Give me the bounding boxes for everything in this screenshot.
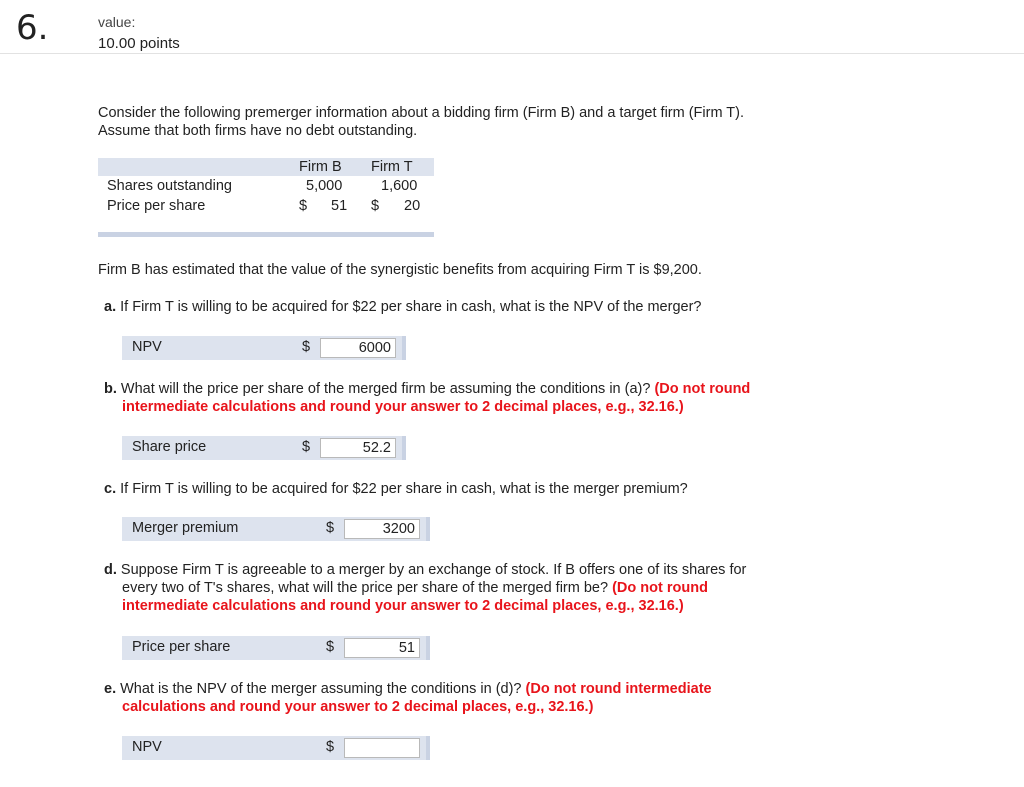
question-d-line-2 [104, 579, 864, 597]
answer-label-e: NPV [132, 739, 162, 755]
currency-d: $ [326, 639, 335, 655]
col-header-firm-b: Firm B [299, 159, 342, 175]
table-body [98, 176, 434, 220]
question-b-note-1: (Do not round [654, 381, 751, 397]
answer-row-a-endcap [402, 336, 406, 360]
intro-text [98, 104, 898, 140]
col-header-firm-t: Firm T [371, 159, 413, 175]
answer-label-c: Merger premium [132, 520, 239, 536]
answer-label-b: Share price [132, 439, 207, 455]
cell-firm-t-price-prefix: $ [371, 198, 380, 214]
question-e-text: What is the NPV of the merger assuming the conditions in (d)? [120, 681, 522, 697]
cell-firm-b-shares: 5,000 [306, 178, 343, 194]
cell-firm-b-price-prefix: $ [299, 198, 308, 214]
answer-row-d-endcap [426, 636, 430, 660]
question-a-letter: a. [104, 299, 117, 315]
row-label-price: Price per share [107, 198, 206, 214]
question-c [104, 480, 864, 498]
price-per-share-input-d[interactable] [344, 638, 420, 658]
answer-row-d [122, 636, 430, 660]
table-header-band [98, 158, 434, 176]
answer-row-a [122, 336, 406, 360]
header-divider [0, 53, 1024, 54]
answer-row-e-endcap [426, 736, 430, 760]
question-number: 6. [16, 8, 49, 48]
npv-input-a[interactable] [320, 338, 396, 358]
cell-firm-t-price: 20 [404, 198, 421, 214]
table-bottom-bar [98, 232, 434, 237]
question-a-text: If Firm T is willing to be acquired for $22 per share in cash, what is the NPV of the merger? [120, 299, 702, 315]
question-d-text-1: Suppose Firm T is agreeable to a merger by an exchange of stock. If B offers one of its shares for [120, 562, 747, 578]
cell-firm-t-shares: 1,600 [381, 178, 418, 194]
row-label-shares: Shares outstanding [107, 178, 232, 194]
question-e-note-2: calculations and round your answer to 2 decimal places, e.g., 32.16.) [122, 699, 594, 715]
share-price-input-b[interactable] [320, 438, 396, 458]
premerger-table [98, 158, 434, 237]
answer-label-d: Price per share [132, 639, 231, 655]
question-a [104, 298, 864, 316]
answer-row-b [122, 436, 406, 460]
answer-row-e [122, 736, 430, 760]
answer-row-c [122, 517, 430, 541]
merger-premium-input-c[interactable] [344, 519, 420, 539]
answer-row-b-endcap [402, 436, 406, 460]
currency-c: $ [326, 520, 335, 536]
question-b-text: What will the price per share of the merged firm be assuming the conditions in (a)? [120, 381, 651, 397]
currency-a: $ [302, 339, 311, 355]
intro-line-2: Assume that both firms have no debt outstanding. [98, 123, 418, 139]
cell-firm-b-price: 51 [331, 198, 348, 214]
currency-b: $ [302, 439, 311, 455]
question-d-text-2: every two of T's shares, what will the price per share of the merged firm be? [122, 580, 609, 596]
question-d [104, 561, 864, 615]
value-label: value: [98, 14, 136, 30]
intro-line-1: Consider the following premerger information about a bidding firm (Firm B) and a target firm (Firm T). [98, 105, 745, 121]
question-b-letter: b. [104, 381, 117, 397]
question-e-letter: e. [104, 681, 117, 697]
npv-input-e[interactable] [344, 738, 420, 758]
question-d-note-1: (Do not round [612, 580, 708, 596]
answer-row-c-endcap [426, 517, 430, 541]
currency-e: $ [326, 739, 335, 755]
question-e-note-1: (Do not round intermediate [525, 681, 712, 697]
question-d-note-2: intermediate calculations and round your answer to 2 decimal places, e.g., 32.16.) [122, 598, 684, 614]
synergy-statement: Firm B has estimated that the value of the synergistic benefits from acquiring Firm T is $9,200. [98, 262, 702, 278]
question-c-text: If Firm T is willing to be acquired for $22 per share in cash, what is the merger premium? [120, 481, 688, 497]
question-d-letter: d. [104, 562, 117, 578]
points-value: 10.00 points [98, 35, 180, 52]
question-b-note-2: intermediate calculations and round your answer to 2 decimal places, e.g., 32.16.) [122, 399, 684, 415]
question-b [104, 380, 864, 416]
question-e [104, 680, 864, 716]
answer-label-a: NPV [132, 339, 162, 355]
question-c-letter: c. [104, 481, 117, 497]
